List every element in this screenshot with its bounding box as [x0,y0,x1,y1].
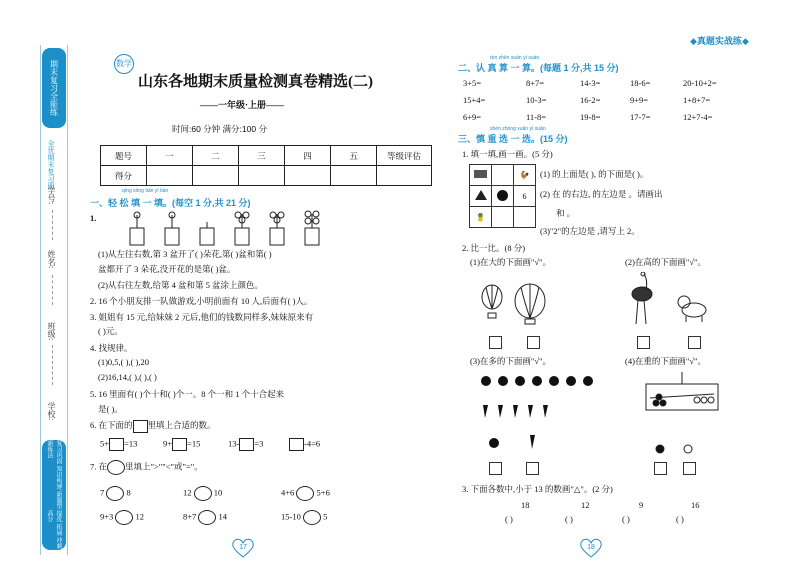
q7-left: 9+3 [100,511,114,522]
p2-4: (4)在重的下面画"√"。 [625,356,707,366]
triangle-shape [475,190,487,200]
grid-cell [514,165,536,186]
compare-circle[interactable] [115,510,133,525]
answer-box[interactable] [172,438,187,451]
field-xuexiao: 学校: [47,402,56,421]
answer-box[interactable] [637,336,650,349]
q1-number: 1. [90,213,97,223]
table-cell: 五 [331,146,377,166]
q7-left: 8+7 [183,511,197,522]
p1-c: (3)"2"的左边是 ,请写上 2。 [540,226,640,236]
compare-circle[interactable] [296,486,314,501]
field-banji: 班级: [47,322,56,341]
q7-instruction [90,460,203,475]
calc-item: 17-7= [630,112,651,122]
q7-right: 10 [213,487,223,498]
p3-blank[interactable]: ( ) [505,514,513,524]
sec3-pinyin: shèn zhòng xuǎn yì xuǎn [490,126,546,132]
page-number-left-text: 17 [239,544,247,551]
q5-line-a: 5. 16 里面有( )个十和( )个一。8 个一和 1 个十合起来 [90,389,285,399]
table-cell: 四 [285,146,331,166]
calc-item: 6+9= [463,112,482,122]
q7-left: 15-10 [281,511,301,522]
sec1-pinyin: qīng sōng tián yì tián [122,188,169,194]
page-number-right-text: 18 [587,544,595,551]
section-2-heading: 二、认 真 算 一 算。(每题 1 分,共 15 分) [458,63,619,73]
score-cell[interactable] [147,166,193,186]
q7-left: 4+6 [281,487,295,498]
table-row [470,186,536,207]
answer-box[interactable] [489,336,502,349]
grid-cell [492,186,514,207]
rectangle-shape [474,170,487,178]
table-cell: 得分 [101,166,147,186]
calc-item: 19-8= [580,112,601,122]
rooster-icon: 🐓 [519,170,530,180]
badge-text: 真题实战练 [696,36,742,46]
q6-pre: 6. 在下面的 [90,420,133,430]
q5-line-b: 是( )。 [98,404,123,414]
apples-carrots-image [478,373,608,458]
q6-instruction [90,419,216,433]
table-row [101,166,432,186]
q6-post: 里填上合适的数。 [147,420,216,430]
q7-right: 5+6 [316,487,330,498]
calc-item: 15+4= [463,95,486,105]
table-cell: 等级评估 [377,146,432,166]
q1-line-c: (2)从右往左数,给第 4 盆和第 5 盆涂上颜色。 [98,280,264,290]
q7-item [100,510,144,525]
q6-item [100,438,137,451]
calc-item: 1+8+7= [683,95,711,105]
p2-heading: 2. 比一比。(8 分) [462,243,526,253]
table-row [470,207,536,228]
answer-box[interactable] [688,336,701,349]
pineapple-icon: 🍍 [475,212,486,222]
q7-item [100,486,131,501]
flower-pots-image [125,210,355,246]
q6-item [289,438,320,451]
page-title: 山东各地期末质量检测真卷精选(二) [138,74,373,90]
q7-post: 里填上">""<"或"="。 [125,461,203,472]
p2-3: (3)在多的下面画"√"。 [470,356,552,366]
calc-item: 10-3= [526,95,547,105]
section-1-heading: 一、轻 松 填 一 填。(每空 1 分,共 21 分) [90,198,251,208]
field-xuehao: 学号: [47,186,56,205]
hot-air-balloons-image [478,283,558,325]
score-cell[interactable] [193,166,239,186]
answer-box[interactable] [239,438,254,451]
subject-tag-text: 数学 [116,59,132,68]
compare-circle[interactable] [303,510,321,525]
table-cell: 二 [193,146,239,166]
compare-circle [107,460,125,475]
q7-right: 8 [126,487,131,498]
q2: 2. 16 个小朋友排一队做游戏,小明前面有 10 人,后面有( )人。 [90,296,313,306]
p1-b2: 和 。 [556,208,576,218]
grid-cell: 6 [514,186,536,207]
q7-right: 12 [135,511,145,522]
calc-item: 18-6= [630,78,651,88]
table-row [470,165,536,186]
table-cell: 三 [239,146,285,166]
q4-a: (1)0,5,( ),( ),20 [98,357,149,367]
grid-cell [470,186,492,207]
table-cell: 题号 [101,146,147,166]
answer-box [133,420,148,433]
sidebar-top-tab: 期末复习全能练 [42,48,66,128]
calc-item: 11-8= [526,112,547,122]
q4: 4. 找规律。 [90,343,133,353]
q7-item [281,486,330,501]
compare-circle[interactable] [194,486,212,501]
grid-cell [514,207,536,228]
divider [52,345,53,385]
q7-item [183,486,222,501]
p2-1: (1)在大的下面画"√"。 [470,257,552,267]
grade-label: ——一年级·上册—— [200,100,285,110]
sidebar-bottom-tab [42,440,66,550]
q6-item-a: 13- [228,438,240,449]
q7-right: 5 [323,511,328,522]
p3-number: 9 [639,500,644,510]
q4-b: (2)16,14,( ),( ),( ) [98,372,157,382]
q6-item-b: =3 [254,438,264,449]
table-row [101,146,432,166]
q7-left: 7 [100,487,105,498]
sidebar-bottom-b: 提优 拓展 冲刺高分 [46,509,61,550]
page-number-right [578,537,604,559]
p3-blank[interactable]: ( ) [622,514,630,524]
calc-item: 9+9= [630,95,649,105]
q6-item-a: 9+ [163,438,173,449]
table-cell: 一 [147,146,193,166]
q3-line-b: ( )元。 [98,326,123,336]
q7-right: 14 [218,511,228,522]
answer-box[interactable] [654,462,667,475]
divider [52,275,53,305]
apple-icon [497,190,508,201]
answer-box[interactable] [526,462,539,475]
answer-box[interactable] [289,438,304,451]
sec2-pinyin: rèn zhēn suàn yì suàn [490,55,540,61]
q3-line-a: 3. 姐姐有 15 元,给妹妹 2 元后,他们的钱数同样多,妹妹原来有 [90,312,314,322]
grid-cell [470,207,492,228]
score-cell[interactable] [239,166,285,186]
q6-item [228,438,263,451]
q6-item-b: -4=6 [304,438,321,449]
calc-item: 14-3= [580,78,601,88]
score-table [100,145,432,186]
divider [52,210,53,240]
ostrich-dog-image [628,272,718,327]
q6-item-b: =15 [187,438,201,449]
answer-box[interactable] [109,438,124,451]
q6-item-b: =13 [124,438,138,449]
calc-item: 8+7= [526,78,545,88]
answer-box[interactable] [683,462,696,475]
p3-blank[interactable]: ( ) [565,514,573,524]
sidebar-bottom-a: 复习巩固 知识构建 新题型 新练法 [46,440,61,510]
answer-box[interactable] [527,336,540,349]
p2-2: (2)在高的下面画"√"。 [625,257,707,267]
q6-item [163,438,200,451]
score-cell[interactable] [377,166,432,186]
q7-left: 12 [183,487,192,498]
sidebar-sub-label: 全优期末复习册 [47,140,55,189]
q1-line-b: 盆都开了 3 朵花,没开花的是第( )盆。 [98,264,236,274]
time-score: 时间:60 分钟 满分:100 分 [172,124,267,134]
section-3-heading: 三、慎 重 选 一 选。(15 分) [458,134,568,144]
p3-blank[interactable]: ( ) [676,514,684,524]
grid-cell [470,165,492,186]
compare-circle[interactable] [198,510,216,525]
field-xingming: 姓名: [47,250,56,269]
p3-number: 18 [521,500,530,510]
q1-line-a: (1)从左往右数,第 3 盆开了( )朵花,第( )盆和第( ) [98,249,272,259]
score-cell[interactable] [331,166,377,186]
badge: ◆真题实战练◆ [690,36,749,46]
grid-cell [492,165,514,186]
p1-a: (1) 的上面是( ), 的下面是( )。 [540,169,649,179]
p3-heading: 3. 下面各数中,小于 13 的数画"△"。(2 分) [462,484,613,494]
compare-circle[interactable] [106,486,124,501]
q7-item [183,510,227,525]
grid-cell [492,207,514,228]
p3-number: 12 [581,500,590,510]
q6-item-a: 5+ [100,438,110,449]
calc-item: 20-10+2= [683,78,717,88]
p3-number: 16 [691,500,700,510]
page-number-left [230,537,256,559]
p1-b: (2) 在 的右边, 的左边是 。请画出 [540,189,663,199]
score-cell[interactable] [285,166,331,186]
balance-scale-image [642,370,722,460]
q7-item [281,510,327,525]
position-grid [469,164,536,228]
calc-item: 3+5= [463,78,482,88]
q7-pre: 7. 在 [90,461,108,472]
calc-item: 12+7-4= [683,112,713,122]
p1-heading: 1. 填一填,画一画。(5 分) [462,149,553,159]
answer-box[interactable] [489,462,502,475]
calc-item: 16-2= [580,95,601,105]
